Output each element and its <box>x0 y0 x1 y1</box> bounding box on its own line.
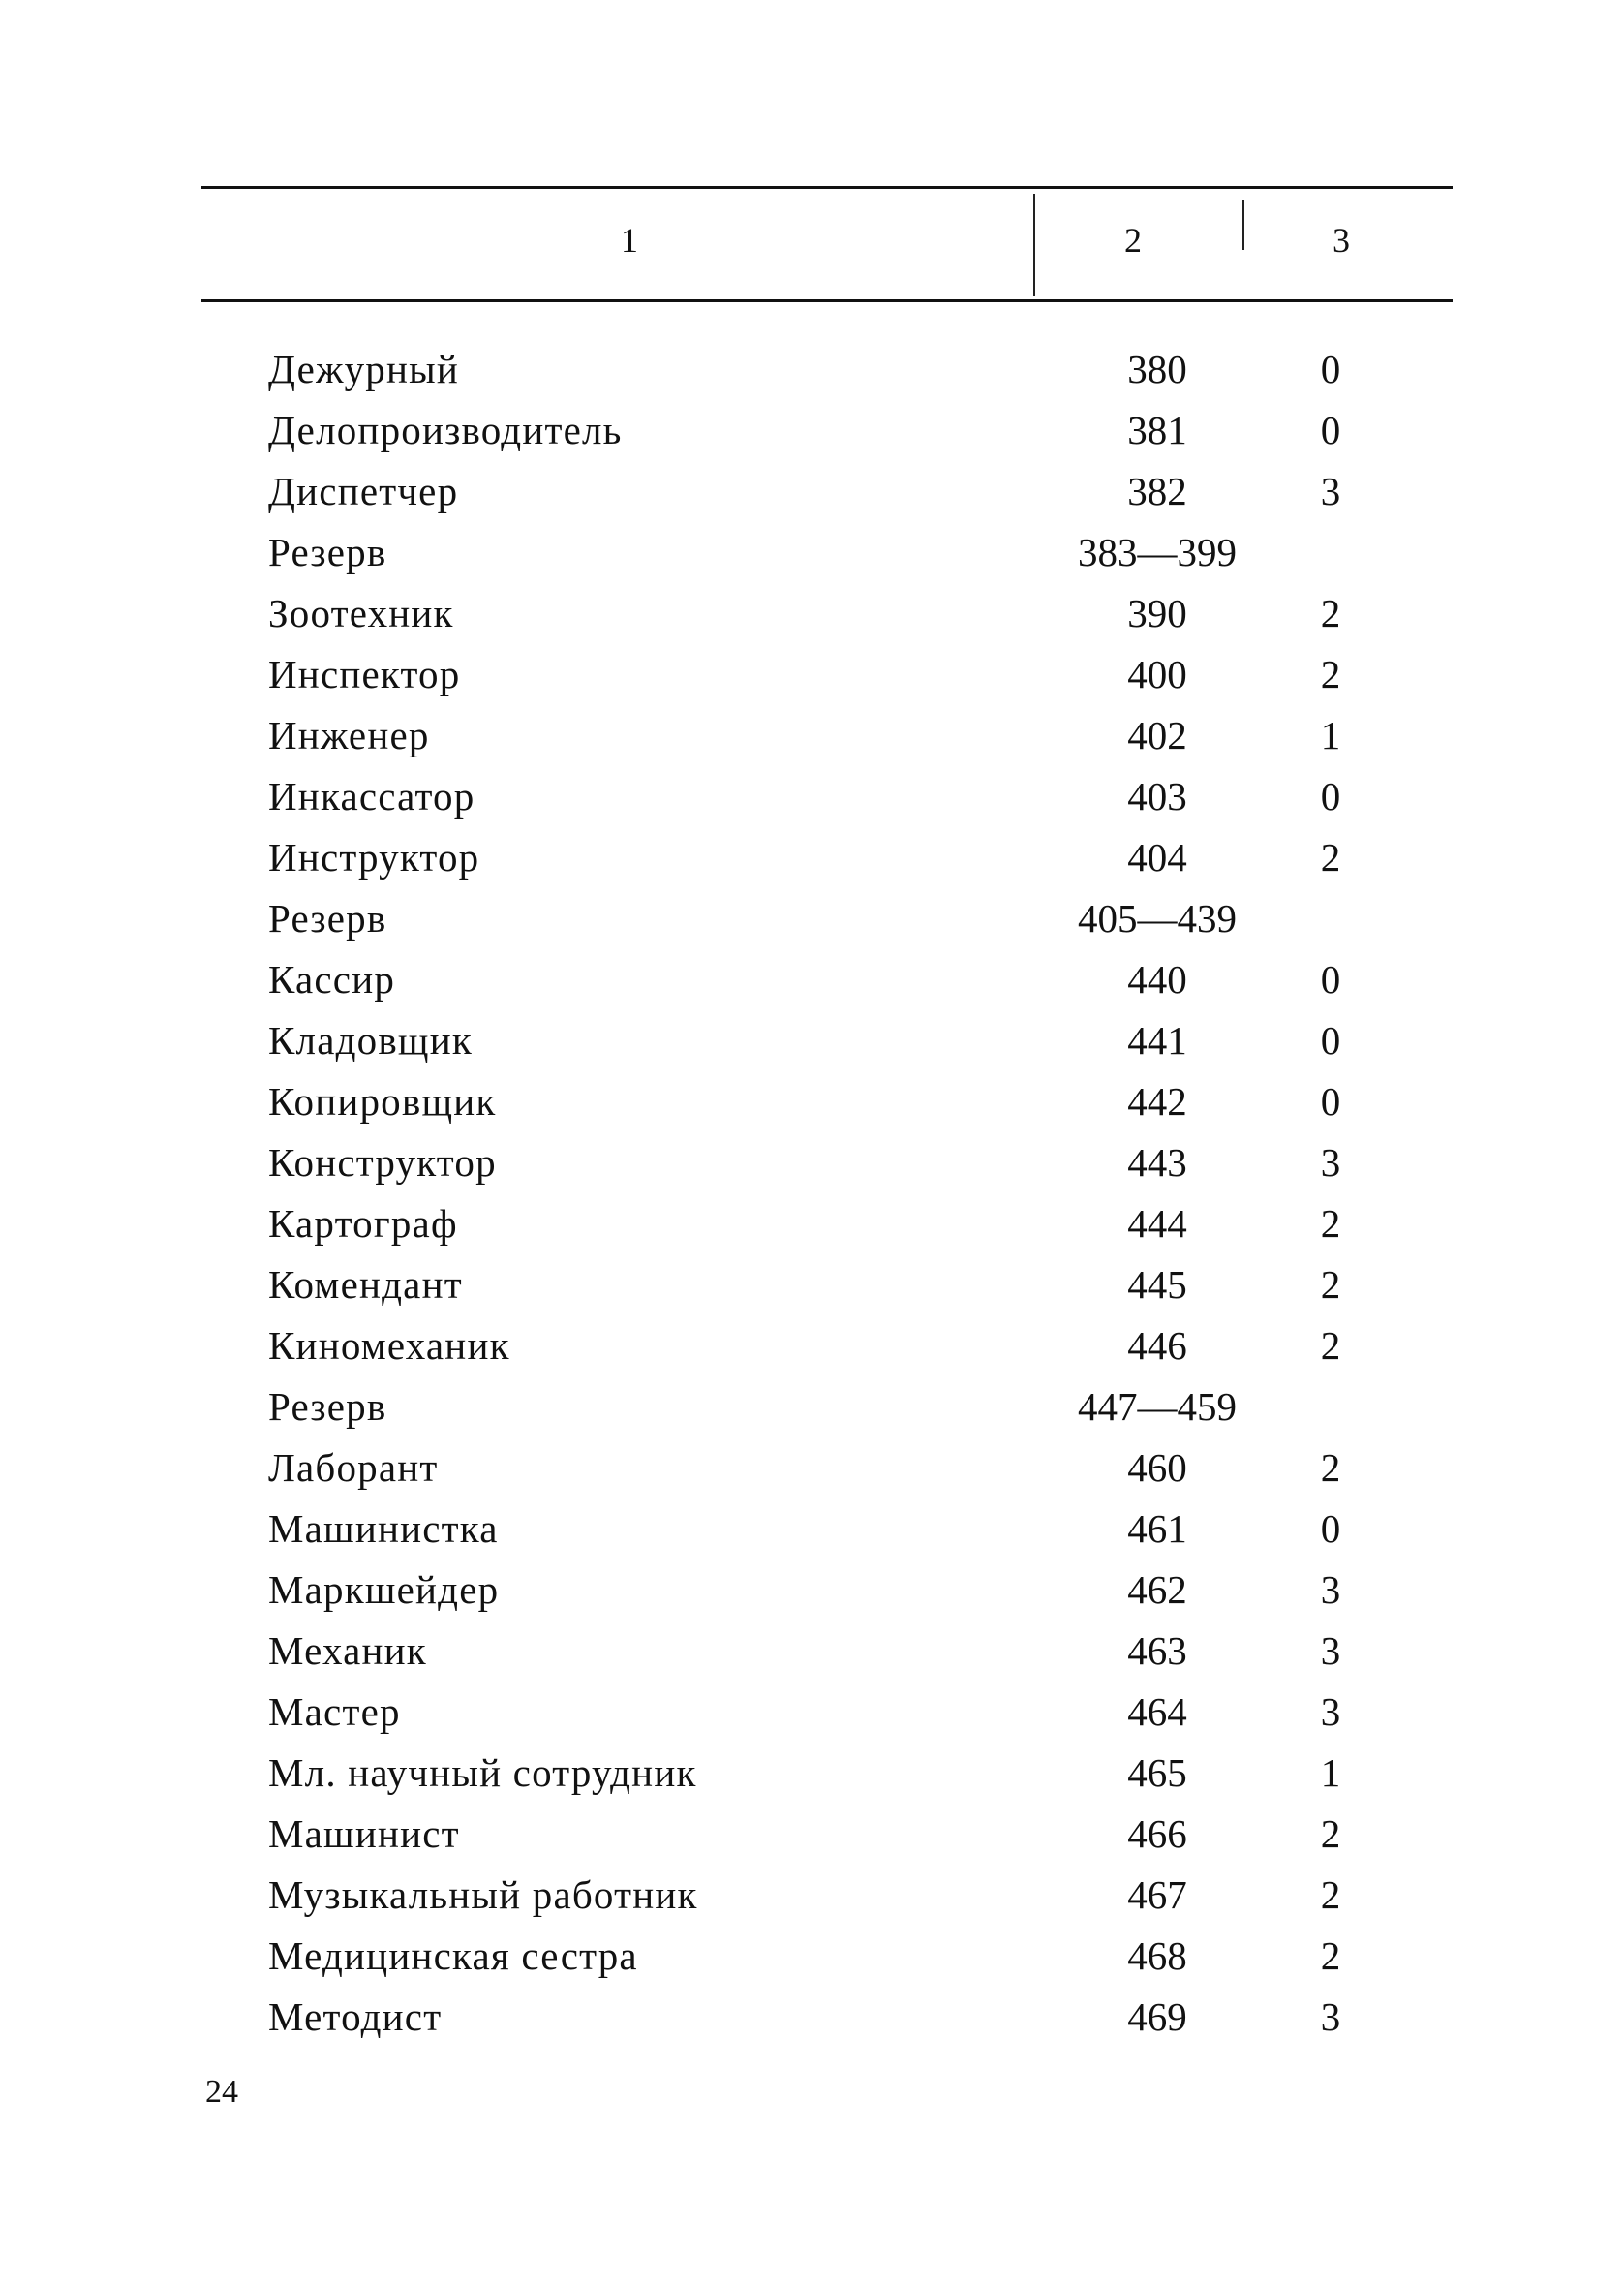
position-category <box>1292 888 1369 949</box>
table-row <box>0 1987 1624 2048</box>
position-category: 1 <box>1320 713 1341 757</box>
position-category <box>1292 1376 1369 1437</box>
position-name: Машинистка <box>268 1506 499 1551</box>
position-code: 403 <box>1127 774 1187 819</box>
position-category: 2 <box>1320 1872 1341 1917</box>
position-name: Кассир <box>268 957 396 1002</box>
table-row <box>0 888 1624 949</box>
table-row <box>0 1376 1624 1437</box>
position-code: 441 <box>1127 1018 1187 1063</box>
column-header-3: 3 <box>1333 221 1350 260</box>
table-row <box>0 1071 1624 1132</box>
page-number: 24 <box>205 2074 238 2110</box>
position-category: 3 <box>1320 1994 1341 2039</box>
table-row <box>0 583 1624 644</box>
position-code: 460 <box>1127 1445 1187 1490</box>
position-name: Кладовщик <box>268 1018 473 1063</box>
table-body <box>0 339 1624 2048</box>
position-name: Диспетчер <box>268 469 459 513</box>
table-row <box>0 766 1624 827</box>
position-name: Комендант <box>268 1262 463 1307</box>
position-name: Маркшейдер <box>268 1567 500 1612</box>
position-code: 467 <box>1127 1872 1187 1917</box>
position-category <box>1292 522 1369 583</box>
position-name: Инженер <box>268 713 430 757</box>
position-name: Машинист <box>268 1811 460 1856</box>
position-code: 461 <box>1127 1506 1187 1551</box>
position-category: 0 <box>1320 774 1341 819</box>
table-row <box>0 1010 1624 1071</box>
table-row <box>0 1682 1624 1743</box>
position-category: 1 <box>1320 1750 1341 1795</box>
table-row <box>0 1621 1624 1682</box>
position-category: 2 <box>1320 835 1341 880</box>
position-category: 2 <box>1320 1323 1341 1368</box>
column-divider-1 <box>1033 194 1035 296</box>
position-name: Конструктор <box>268 1140 497 1185</box>
position-code: 445 <box>1127 1262 1187 1307</box>
position-code: 442 <box>1127 1079 1187 1124</box>
position-code: 446 <box>1127 1323 1187 1368</box>
position-code: 400 <box>1127 652 1187 696</box>
table-row <box>0 1193 1624 1254</box>
position-code: 380 <box>1127 347 1187 391</box>
table-row <box>0 1560 1624 1621</box>
position-name: Медицинская сестра <box>268 1933 638 1978</box>
table-row <box>0 949 1624 1010</box>
position-category: 2 <box>1320 1262 1341 1307</box>
position-code: 468 <box>1127 1933 1187 1978</box>
table-header-rule <box>201 299 1453 302</box>
position-code: 382 <box>1127 469 1187 513</box>
table-top-rule <box>201 186 1453 189</box>
position-name: Лаборант <box>268 1445 439 1490</box>
position-category: 3 <box>1320 1567 1341 1612</box>
position-name: Делопроизводитель <box>268 408 623 452</box>
position-name: Методист <box>268 1994 443 2039</box>
position-code: 404 <box>1127 835 1187 880</box>
position-name: Киномеханик <box>268 1323 510 1368</box>
position-code: 462 <box>1127 1567 1187 1612</box>
position-name: Мл. научный сотрудник <box>268 1750 697 1795</box>
position-category: 0 <box>1320 1506 1341 1551</box>
table-row <box>0 705 1624 766</box>
position-name: Резерв <box>268 1384 387 1429</box>
table-row <box>0 1865 1624 1926</box>
position-name: Мастер <box>268 1689 401 1734</box>
position-category: 0 <box>1320 408 1341 452</box>
position-category: 0 <box>1320 1018 1341 1063</box>
table-row <box>0 461 1624 522</box>
position-code: 465 <box>1127 1750 1187 1795</box>
position-code: 402 <box>1127 713 1187 757</box>
table-row <box>0 1743 1624 1804</box>
position-name: Механик <box>268 1628 427 1673</box>
table-row <box>0 522 1624 583</box>
position-category: 0 <box>1320 957 1341 1002</box>
position-name: Резерв <box>268 896 387 941</box>
table-row <box>0 1804 1624 1865</box>
position-category: 3 <box>1320 1628 1341 1673</box>
position-name: Инкассатор <box>268 774 475 819</box>
table-row <box>0 339 1624 400</box>
table-row <box>0 400 1624 461</box>
column-header-1: 1 <box>621 221 638 260</box>
position-code: 469 <box>1127 1994 1187 2039</box>
table-row <box>0 1254 1624 1315</box>
table-row <box>0 827 1624 888</box>
position-category: 2 <box>1320 1445 1341 1490</box>
position-category: 2 <box>1320 1811 1341 1856</box>
position-code: 466 <box>1127 1811 1187 1856</box>
column-header-2: 2 <box>1124 221 1142 260</box>
position-code: 464 <box>1127 1689 1187 1734</box>
position-category: 3 <box>1320 1140 1341 1185</box>
column-divider-2 <box>1242 200 1244 250</box>
table-row <box>0 1315 1624 1376</box>
position-code: 444 <box>1127 1201 1187 1246</box>
table-row <box>0 1437 1624 1499</box>
position-code: 405—439 <box>1078 896 1237 941</box>
position-category: 0 <box>1320 347 1341 391</box>
position-name: Картограф <box>268 1201 458 1246</box>
position-name: Зоотехник <box>268 591 454 635</box>
position-category: 2 <box>1320 1201 1341 1246</box>
position-name: Музыкальный работник <box>268 1872 698 1917</box>
position-name: Резерв <box>268 530 387 574</box>
table-row <box>0 644 1624 705</box>
position-category: 3 <box>1320 1689 1341 1734</box>
position-code: 447—459 <box>1078 1384 1237 1429</box>
position-code: 443 <box>1127 1140 1187 1185</box>
position-code: 463 <box>1127 1628 1187 1673</box>
table-row <box>0 1499 1624 1560</box>
position-code: 381 <box>1127 408 1187 452</box>
position-code: 390 <box>1127 591 1187 635</box>
position-code: 383—399 <box>1078 530 1237 574</box>
position-category: 3 <box>1320 469 1341 513</box>
position-name: Инспектор <box>268 652 461 696</box>
position-category: 2 <box>1320 591 1341 635</box>
position-category: 0 <box>1320 1079 1341 1124</box>
position-name: Дежурный <box>268 347 460 391</box>
position-code: 440 <box>1127 957 1187 1002</box>
position-name: Копировщик <box>268 1079 497 1124</box>
position-category: 2 <box>1320 1933 1341 1978</box>
position-category: 2 <box>1320 652 1341 696</box>
table-row <box>0 1926 1624 1987</box>
table-row <box>0 1132 1624 1193</box>
position-name: Инструктор <box>268 835 480 880</box>
